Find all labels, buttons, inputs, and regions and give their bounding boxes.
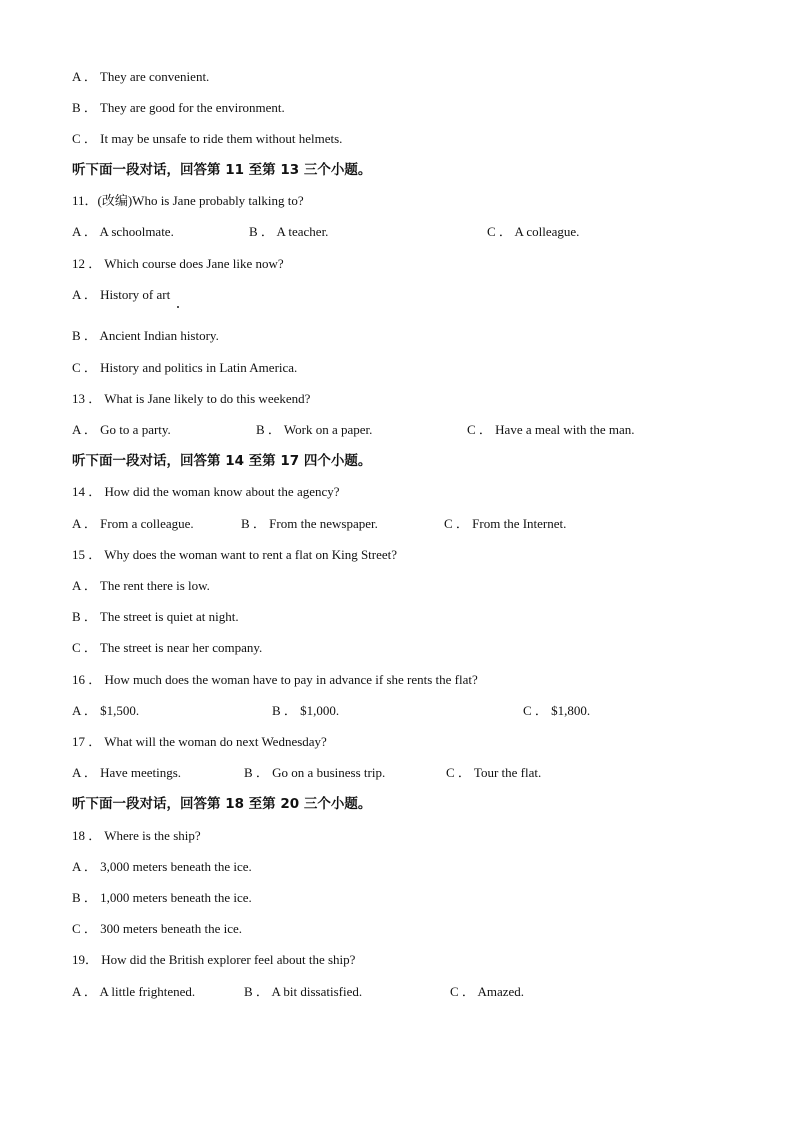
stray-mark [177,306,179,308]
section-heading-18-20: 听下面一段对话，回答第 18 至第 20 三个小题。 [72,796,372,812]
section-heading-14-17: 听下面一段对话，回答第 14 至第 17 四个小题。 [72,453,372,469]
q13-option-b: B ． Work on a paper. [256,422,373,437]
q15-option-c: C ． The street is near her company. [72,640,263,655]
q12-option-a: A ． History of art [72,287,171,302]
q10-option-c: C ． It may be unsafe to ride them without helmets. [72,131,343,146]
q19-option-a: A ． A little frightened. [72,984,196,999]
question-19: 19． How did the British explorer feel about the ship? [72,952,356,967]
q18-option-a: A ． 3,000 meters beneath the ice. [72,859,252,874]
q14-option-a: A ． From a colleague. [72,516,194,531]
q10-option-b: B ． They are good for the environment. [72,100,285,115]
section-heading-11-13: 听下面一段对话，回答第 11 至第 13 三个小题。 [72,162,372,178]
q12-option-b: B ． Ancient Indian history. [72,328,219,343]
q11-option-b: B ． A teacher. [249,224,329,239]
question-12: 12 ． Which course does Jane like now? [72,256,284,271]
question-17: 17 ． What will the woman do next Wednesday? [72,734,327,749]
q11-option-a: A ． A schoolmate. [72,224,174,239]
q10-option-a: A ． They are convenient. [72,69,210,84]
q16-option-a: A ． $1,500. [72,703,140,718]
q19-option-c: C ． Amazed. [450,984,525,999]
q13-option-a: A ． Go to a party. [72,422,171,437]
question-16: 16 ． How much does the woman have to pay in advance if she rents the flat? [72,672,478,687]
q18-option-b: B ． 1,000 meters beneath the ice. [72,890,252,905]
q15-option-a: A ． The rent there is low. [72,578,210,593]
q12-option-c: C ． History and politics in Latin America. [72,360,298,375]
question-15: 15 ． Why does the woman want to rent a flat on King Street? [72,547,398,562]
question-14: 14 ． How did the woman know about the agency? [72,484,340,499]
q17-option-b: B ． Go on a business trip. [244,765,386,780]
q14-option-c: C ． From the Internet. [444,516,567,531]
q18-option-c: C ． 300 meters beneath the ice. [72,921,243,936]
q15-option-b: B ． The street is quiet at night. [72,609,239,624]
q17-option-c: C ． Tour the flat. [446,765,542,780]
question-18: 18 ． Where is the ship? [72,828,201,843]
q13-option-c: C ． Have a meal with the man. [467,422,635,437]
q16-option-c: C ． $1,800. [523,703,591,718]
q11-option-c: C ． A colleague. [487,224,580,239]
question-13: 13 ． What is Jane likely to do this weekend? [72,391,311,406]
q16-option-b: B ． $1,000. [272,703,340,718]
q17-option-a: A ． Have meetings. [72,765,182,780]
q14-option-b: B ． From the newspaper. [241,516,378,531]
q19-option-b: B ． A bit dissatisfied. [244,984,363,999]
question-11: 11．(改编)Who is Jane probably talking to? [72,193,304,208]
